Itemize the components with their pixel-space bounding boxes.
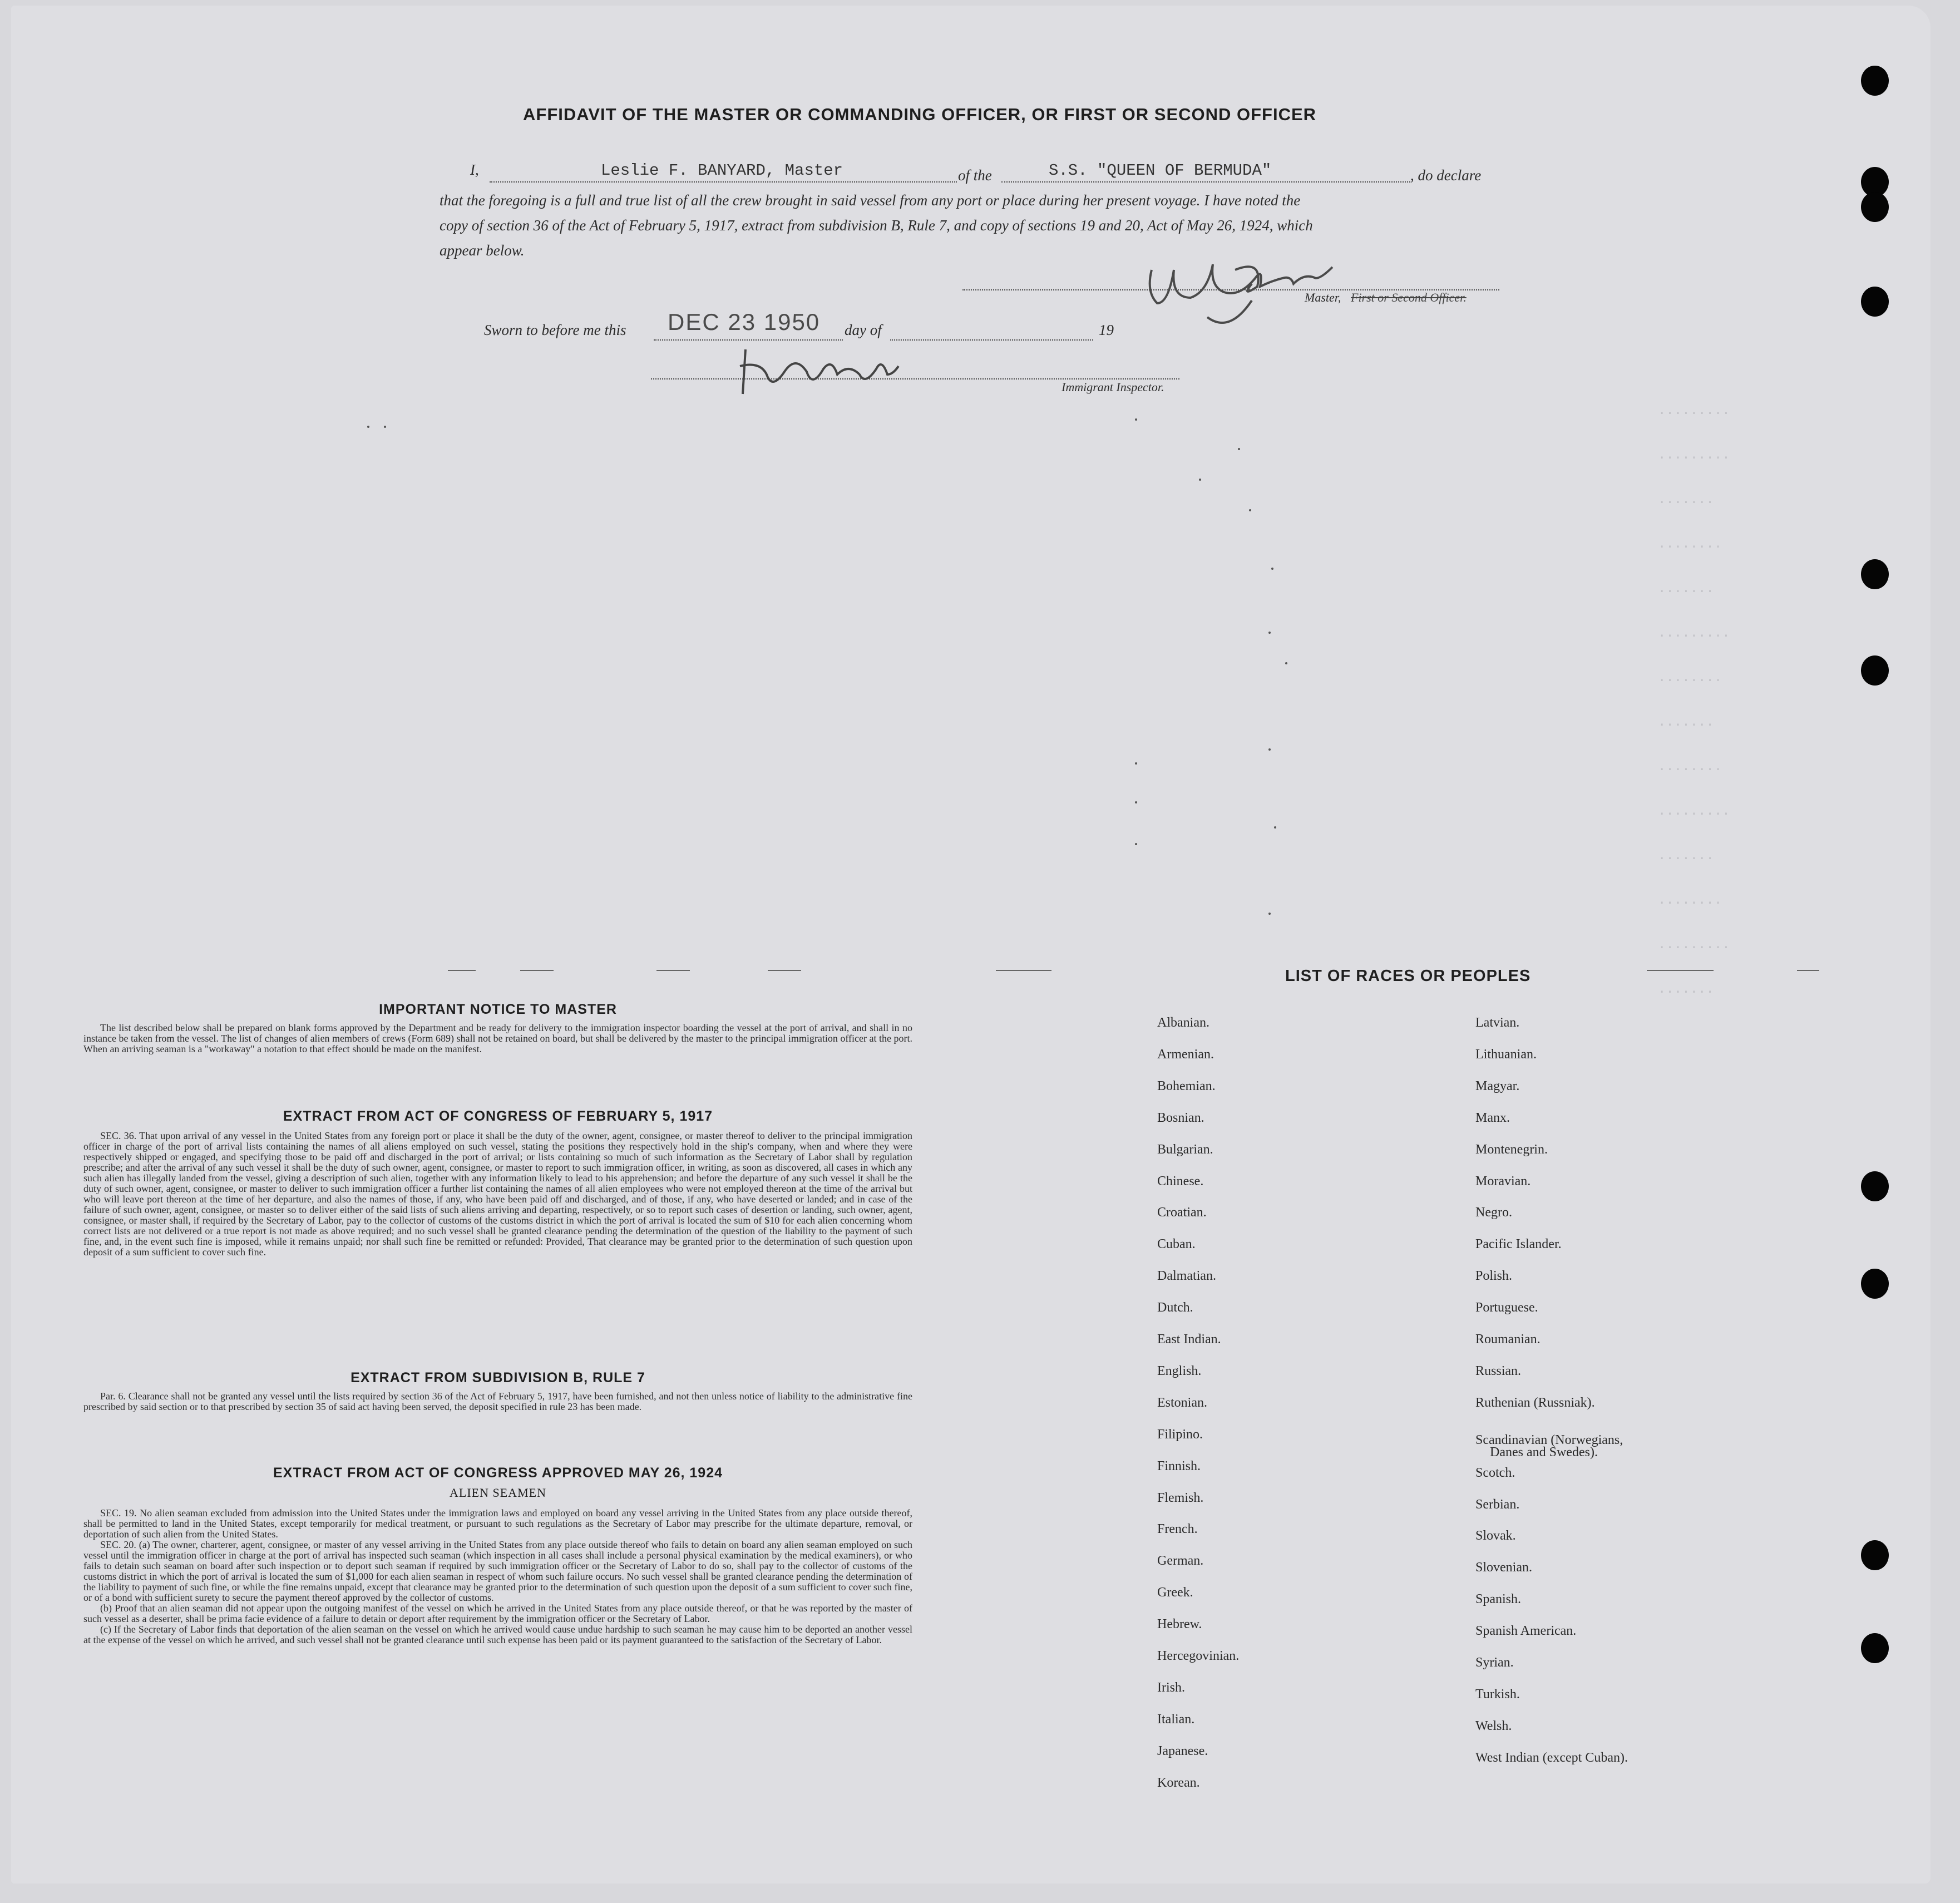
officer-caption-struck: First or Second Officer. [1351, 290, 1467, 304]
extract-1924-body: SEC. 19. No alien seaman excluded from admission into the United States under the immigration laws and employed on board any vessel arriving in the United States from any place outside thereof, shall be permitted to land in the United States, except temporarily for medical treatment, or pursuant to such regulations as the Secretary of Labor may prescribe for the ultimate departure, removal, or deportation of such alien from the United States. SEC. 20. (a) The owner, charterer, agent, consignee, or master of any vessel arriving in the United States from any place outside thereof who fails to detain on board any alien seaman employed on such vessel until the immigration officer in charge at the port of arrival has inspected such seaman (which inspection in all cases shall include a personal physical examination by the medical examiners), or who fails to detain such seaman on board after such inspection or to deport such seaman if required by such immigration officer or the Secretary of Labor to do so, shall pay to the collector of customs of the customs district in which the port of arrival is located the sum of $1,000 for each alien seaman in respect of whom such failure occurs. No such vessel shall be granted clearance pending the determination of the liability to payment of such fine, or while the fine remains unpaid, except that clearance may be granted prior to the determination of such question upon the deposit of a sum sufficient to cover such fine, or of a bond with sufficient surety to secure the payment thereof approved by the collector of customs. (b) Proof that an alien seaman did not appear upon the outgoing manifest of the vessel on which he arrived in the United States from any place outside thereof, or that he was reported by the master of such vessel as a deserter, shall be prima facie evidence of a failure to detain or deport after requirement by the immigration officer or the Secretary of Labor. (c) If the Secretary of Labor finds that deportation of the alien seaman on the vessel on which he arrived would cause undue hardship to such seaman he may cause him to be deported an another vessel at the expense of the vessel on which he arrived, and such vessel shall not be granted clearance until such expense has been paid or its payment guaranteed to the satisfaction of the Secretary of Labor. [83, 1507, 912, 1645]
race-item: Japanese. [1157, 1743, 1208, 1758]
race-item: Roumanian. [1475, 1332, 1541, 1347]
i-label: I, [470, 161, 479, 178]
race-item: Russian. [1475, 1363, 1522, 1378]
race-item: Korean. [1157, 1775, 1200, 1790]
race-item: Irish. [1157, 1680, 1185, 1695]
race-item: Albanian. [1157, 1015, 1209, 1030]
race-item: Filipino. [1157, 1427, 1203, 1442]
race-item: Magyar. [1475, 1078, 1520, 1093]
do-declare-label: , do declare [1410, 167, 1482, 184]
race-item: Spanish American. [1475, 1624, 1577, 1639]
race-item: Flemish. [1157, 1490, 1204, 1505]
punch-hole [1861, 655, 1889, 686]
day-of-label: day of [845, 322, 882, 338]
affidavit-line-4: appear below. [440, 242, 525, 259]
vessel-line [1001, 181, 1410, 183]
name-line [490, 181, 957, 183]
race-item: Pacific Islander. [1475, 1237, 1562, 1252]
master-name: Leslie F. BANYARD, Master [601, 161, 843, 180]
affidavit-title: AFFIDAVIT OF THE MASTER OR COMMANDING OFFICER, OR FIRST OR SECOND OFFICER [523, 105, 1317, 124]
notice-body: The list described below shall be prepared on blank forms approved by the Department and be ready for delivery to the immigration inspector boarding the vessel at the port of arrival, and shall in no instance be taken from the vessel. The list of changes of alien members of crews (Form 689) shall not be retained on board, but shall be delivered by the master to the principal immigration officer at the port. When an arriving seaman is a "workaway" a notation to that effect should be made on the manifest. [83, 1022, 912, 1054]
race-item: Montenegrin. [1475, 1142, 1548, 1157]
notice-title: IMPORTANT NOTICE TO MASTER [379, 1002, 617, 1017]
punch-hole [1861, 1171, 1889, 1201]
punch-hole [1861, 559, 1889, 589]
race-item: Finnish. [1157, 1458, 1201, 1473]
extract-rule7-title: EXTRACT FROM SUBDIVISION B, RULE 7 [350, 1370, 645, 1386]
extract-1924-title: EXTRACT FROM ACT OF CONGRESS APPROVED MAY 26, 1924 [273, 1465, 723, 1481]
race-item: Scotch. [1475, 1465, 1515, 1480]
race-item: Slovenian. [1475, 1560, 1532, 1575]
race-item: Welsh. [1475, 1718, 1512, 1733]
race-item: Hercegovinian. [1157, 1649, 1240, 1663]
race-item: Portuguese. [1475, 1300, 1538, 1315]
race-item: Ruthenian (Russniak). [1475, 1395, 1595, 1410]
race-item: Estonian. [1157, 1395, 1207, 1410]
race-item: Greek. [1157, 1585, 1193, 1600]
race-item: Negro. [1475, 1205, 1512, 1220]
inspector-signature [734, 333, 935, 400]
extract-1917-body: SEC. 36. That upon arrival of any vessel in the United States from any foreign port or place it shall be the duty of the owner, agent, consignee, or master thereof to deliver to the principal immigration officer in charge of the port of arrival lists containing the names of all aliens employed on such vessel, stating the positions they respectively hold in the ship's company, when and where they were respectively shipped or engaged, and specifying those to be paid off and discharged in the port of arrival; or lists containing so much of such information as the Secretary of Labor shall by regulation prescribe; and after the arrival of any such vessel it shall be the duty of such owner, agent, consignee, or master to report to such immigration officer, in writing, as soon as discovered, all cases in which any such alien has illegally landed from the vessel, giving a description of such alien, together with any information likely to lead to his apprehension; and before the departure of any such vessel it shall be the duty of such owner, agent, consignee, or master to deliver to such immigration officer a further list containing the names of all alien employees who were not employed thereon at the time of the arrival but who will leave port thereon at the time of her departure, and also the names of those, if any, who have been paid off and discharged, and of those, if any, who have deserted or landed; and in case of the failure of such owner, agent, consignee, or master so to deliver either of the said lists of such aliens arriving and departing, respectively, or so to report such cases of desertion or landing, such owner, agent, consignee, or master shall, if required by the Secretary of Labor, pay to the collector of customs of the customs district in which the port of arrival is located the sum of $10 for each alien concerning whom correct lists are not delivered or a true report is not made as above required; and no such vessel shall be granted clearance pending the determination of the question of the liability to the payment of such fine, and, in the event such fine is imposed, while it remains unpaid; nor shall such fine be remitted or refunded: Provided, That clearance may be granted prior to the determination of such question upon deposit of a sum sufficient to cover such fine. [83, 1130, 912, 1258]
punch-hole [1861, 287, 1889, 317]
sworn-label: Sworn to before me this [484, 322, 626, 338]
date-stamp: DEC 23 1950 [668, 309, 821, 335]
race-item: Spanish. [1475, 1592, 1522, 1607]
race-item: Italian. [1157, 1712, 1195, 1727]
race-item: Dalmatian. [1157, 1269, 1216, 1284]
race-item: West Indian (except Cuban). [1475, 1750, 1628, 1765]
race-item: Slovak. [1475, 1529, 1516, 1544]
race-item: English. [1157, 1363, 1202, 1378]
punch-hole [1861, 1269, 1889, 1299]
race-item: Polish. [1475, 1269, 1513, 1284]
race-item: Scandinavian (Norwegians, [1475, 1432, 1623, 1447]
extract-rule7-body: Par. 6. Clearance shall not be granted any vessel until the lists required by section 36 of the Act of February 5, 1917, have been furnished, and not then unless notice of liability to the administrative fine prescribed by said section or to that prescribed by section 35 of said act having been served, the deposit specified in rule 23 has been made. [83, 1391, 912, 1412]
affidavit-line-2: that the foregoing is a full and true list of all the crew brought in said vessel from any port or place during her present voyage. I have noted the [440, 192, 1301, 209]
race-item: Bulgarian. [1157, 1142, 1213, 1157]
extract-1917-title: EXTRACT FROM ACT OF CONGRESS OF FEBRUARY 5, 1917 [283, 1108, 713, 1124]
race-item: East Indian. [1157, 1332, 1221, 1347]
affidavit-line-3: copy of section 36 of the Act of February 5, 1917, extract from subdivision B, Rule 7, and copy of sections 19 and 20, Act of May 26, 1924, which [440, 217, 1313, 234]
race-item: Chinese. [1157, 1174, 1204, 1189]
race-item: German. [1157, 1554, 1204, 1569]
race-item: Serbian. [1475, 1497, 1520, 1512]
race-item: Bohemian. [1157, 1078, 1216, 1093]
vessel-name: S.S. "QUEEN OF BERMUDA" [1049, 161, 1272, 180]
race-item: Manx. [1475, 1110, 1510, 1125]
punch-hole [1861, 1633, 1889, 1663]
extract-1924-subtitle: ALIEN SEAMEN [450, 1486, 546, 1500]
of-the-label: of the [958, 167, 992, 184]
master-caption: Master, [1305, 290, 1341, 304]
race-item: Turkish. [1475, 1687, 1520, 1702]
punch-hole [1861, 66, 1889, 96]
punch-hole [1861, 192, 1889, 222]
race-item: Latvian. [1475, 1015, 1520, 1030]
race-item: Armenian. [1157, 1047, 1214, 1062]
race-item: Danes and Swedes). [1490, 1444, 1598, 1460]
race-item: Dutch. [1157, 1300, 1193, 1315]
scanned-page: ......... ......... ....... ........ ....... ......... ........ ....... ........ ......... ....... ........ ......... ....... AFFIDAVIT OF THE MASTER OR COMMANDING OFFICER, OR FIRST OR SECOND OFFICER I, Leslie F. BANYARD, Master of the S.S. "QUEEN OF BERMUDA" , do declare that the foregoing is a full and true list of all the crew brought in said vessel from any port or place during her present voyage. I have noted the copy of section 36 of the Act of February 5, 1917, extract from subdivision B, Rule 7, and copy of sections 19 and 20, Act of May 26, 1924, which appear below. Master, First or Second Officer. Sworn to before me this DEC 23 1950 day of 19 Immigrant Inspector. IMPORTANT NOTICE TO MASTER The list described below shall be prepared on blank forms approved by the Department and be ready for delivery to the immigration inspector boarding the vessel at the port of arrival, and shall in no instance be taken from the vessel. The list of changes of alien members of crews (Form 689) shall not be retained on board, but shall be delivered by the master to the principal immigration officer at the port. When an arriving seaman is a "workaway" a notation to that effect should be made on the manifest. EXTRACT FROM ACT OF CONGRESS OF FEBRUARY 5, 1917 SEC. 36. That upon arrival of any vessel in the United States from any foreign port or place it shall be the duty of the owner, agent, consignee, or master thereof to deliver to the principal immigration officer in charge of the port of arrival lists containing the names of all aliens employed on such vessel, stating the positions they respectively hold in the ship's company, when and where they were respectively shipped or engaged, and specifying those to be paid off and discharged in the port of arrival; or lists containing so much of such information as the Secretary of Labor shall by regulation prescribe; and after the arrival of any such vessel it shall be the duty of such owner, agent, consignee, or master to report to such immigration officer, in writing, as soon as discovered, all cases in which any such alien has illegally landed from the vessel, giving a description of such alien, together with any information likely to lead to his apprehension; and before the departure of any such vessel it shall be the duty of such owner, agent, consignee, or master to deliver to such immigration officer a further list containing the names of all alien employees who were not employed thereon at the time of the arrival but who will leave port thereon at the time of her departure, and also the names of those, if any, who have been paid off and discharged, and of those, if any, who have deserted or landed; and in case of the failure of such owner, agent, consignee, or master so to deliver either of the said lists of such aliens arriving and departing, respectively, or so to report such cases of desertion or landing, such owner, agent, consignee, or master shall, if required by the Secretary of Labor, pay to the collector of customs of the customs district in which the port of arrival is located the sum of $10 for each alien concerning whom correct lists are not delivered or a true report is not made as above required; and no such vessel shall be granted clearance pending the determination of the question of the liability to the payment of such fine, and, in the event such fine is imposed, while it remains unpaid; nor shall such fine be remitted or refunded: Provided, That clearance may be granted prior to the determination of such question upon deposit of a sum sufficient to cover such fine. EXTRACT FROM SUBDIVISION B, RULE 7 Par. 6. Clearance shall not be granted any vessel until the lists required by section 36 of the Act of February 5, 1917, have been furnished, and not then unless notice of liability to the administrative fine prescribed by said section or to that prescribed by section 35 of said act having been served, the deposit specified in rule 23 has been made. EXTRACT FROM ACT OF CONGRESS APPROVED MAY 26, 1924 ALIEN SEAMEN SEC. 19. No alien seaman excluded from admission into the United States under the immigration laws and employed on board any vessel arriving in the United States from any place outside thereof, shall be permitted to land in the United States, except temporarily for medical treatment, or pursuant to such regulations as the Secretary of Labor may prescribe for the ultimate departure, removal, or deportation of such alien from the United States. SEC. 20. (a) The owner, charterer, agent, consignee, or master of any vessel arriving in the United States from any place outside thereof who fails to detain on board any alien seaman employed on such vessel until the immigration officer in charge at the port of arrival has inspected such seaman (which inspection in all cases shall include a personal physical examination by the medical examiners), or who fails to detain such seaman on board after such inspection or to deport such seaman if required by such immigration officer or the Secretary of Labor to do so, shall pay to the collector of customs of the customs district in which the port of arrival is located the sum of $1,000 for each alien seaman in respect of whom such failure occurs. No such vessel shall be granted clearance pending the determination of the liability to payment of such fine, or while the fine remains unpaid, except that clearance may be granted prior to the determination of such question upon the deposit of a sum sufficient to cover such fine, or of a bond with sufficient surety to secure the payment thereof approved by the collector of customs. (b) Proof that an alien seaman did not appear upon the outgoing manifest of the vessel on which he arrived in the United States from any place outside thereof, or that he was reported by the master of such vessel as a deserter, shall be prima facie evidence of a failure to detain or deport after requirement by the immigration officer or the Secretary of Labor. (c) If the Secretary of Labor finds that deportation of the alien seaman on the vessel on which he arrived would cause undue hardship to such seaman he may cause him to be deported an another vessel at the expense of the vessel on which he arrived, and such vessel shall not be granted clearance until such expense has been paid or its payment guaranteed to the satisfaction of the Secretary of Labor. LIST OF RACES OR PEOPLES Albanian. Armenian. Bohemian. Bosnian. Bulgarian. Chinese. Croatian. Cuban. Dalmatian. Dutch. East Indian. English. Estonian. Filipino. Finnish. Flemish. French. German. Greek. Hebrew. Hercegovinian. Irish. Italian. Japanese. Korean. Latvian. Lithuanian. Magyar. Manx. Montenegrin. Moravian. Negro. Pacific Islander. Polish. Portuguese. Roumanian. Russian. Ruthenian (Russniak). Scandinavian (Norwegians, Danes and Swedes). Scotch. Serbian. Slovak. Slovenian. Spanish. Spanish American. Syrian. Turkish. Welsh. West Indian (except Cuban). [0, 0, 1960, 1903]
inspector-caption: Immigrant Inspector. [1062, 380, 1164, 394]
punch-hole [1861, 1540, 1889, 1570]
year-prefix: 19 [1099, 322, 1114, 338]
race-item: Lithuanian. [1475, 1047, 1537, 1062]
races-title: LIST OF RACES OR PEOPLES [1285, 967, 1531, 985]
race-item: Moravian. [1475, 1174, 1531, 1189]
race-item: Cuban. [1157, 1237, 1196, 1252]
race-item: Hebrew. [1157, 1617, 1202, 1632]
race-item: French. [1157, 1522, 1198, 1537]
race-item: Bosnian. [1157, 1110, 1204, 1125]
race-item: Croatian. [1157, 1205, 1207, 1220]
race-item: Syrian. [1475, 1655, 1514, 1670]
master-signature [1141, 248, 1374, 326]
